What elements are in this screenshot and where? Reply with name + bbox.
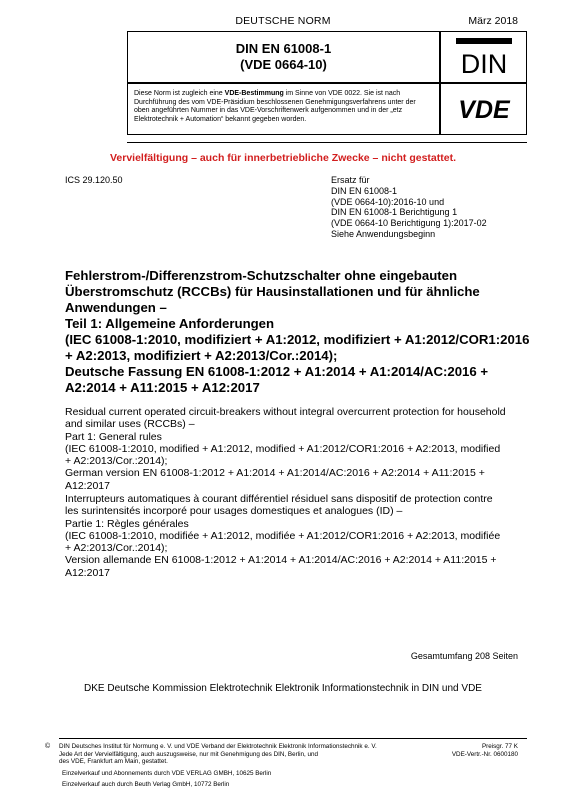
- title-french-line: les surintensités incorporé pour usages domestiques et analogues (ID) –: [65, 505, 403, 518]
- title-french-line: (IEC 61008-1:2010, modifiée + A1:2012, modifiée + A1:2012/COR1:2016 + A2:2013, modifiée: [65, 529, 501, 542]
- document-type-header: DEUTSCHE NORM: [235, 15, 331, 27]
- din-logo-icon: [455, 37, 513, 77]
- price-group: Preisgr. 77 K: [481, 743, 518, 750]
- replacement-line: Siehe Anwendungsbeginn: [331, 228, 436, 239]
- replacement-line: (VDE 0664-10 Berichtigung 1):2017-02: [331, 218, 487, 229]
- price-info: [452, 743, 518, 758]
- title-english-line: (IEC 61008-1:2010, modified + A1:2012, modified + A1:2012/COR1:2016 + A2:2013, modified: [65, 442, 501, 455]
- replacement-line: Ersatz für: [331, 175, 370, 185]
- title-german-line: Überstromschutz (RCCBs) für Hausinstallationen und für ähnliche: [65, 284, 480, 299]
- title-german-line: (IEC 61008-1:2010, modifiziert + A1:2012, modifiziert + A1:2012/COR1:2016: [65, 332, 530, 347]
- replacement-line: (VDE 0664-10):2016-10 und: [331, 196, 445, 207]
- replacement-line: DIN EN 61008-1: [331, 185, 398, 196]
- title-english-line: German version EN 61008-1:2012 + A1:2014 + A1:2014/AC:2016 + A2:2014 + A11:2015 +: [65, 467, 485, 480]
- title-german-line: Deutsche Fassung EN 61008-1:2012 + A1:2014 + A1:2014/AC:2016 +: [65, 364, 489, 379]
- title-french: [65, 493, 535, 579]
- title-german: [65, 268, 530, 396]
- title-french-line: Version allemande EN 61008-1:2012 + A1:2014 + A1:2014/AC:2016 + A2:2014 + A11:2015 +: [65, 554, 497, 567]
- title-english-line: + A2:2013/Cor.:2014);: [65, 455, 168, 468]
- total-pages: Gesamtumfang 208 Seiten: [410, 651, 518, 661]
- standard-number-box: [127, 31, 440, 83]
- sales-line: Einzelverkauf und Abonnements durch VDE VERLAG GMBH, 10625 Berlin: [62, 770, 272, 777]
- vde-notice-pre: Diese Norm ist zugleich eine: [134, 90, 225, 97]
- title-english: [65, 406, 535, 492]
- din-logo-text: DIN: [460, 49, 507, 77]
- title-french-line: + A2:2013/Cor.:2014);: [65, 542, 168, 555]
- title-german-line: Anwendungen –: [65, 300, 167, 315]
- din-logo-box: [440, 31, 527, 83]
- vde-classification: (VDE 0664-10): [240, 57, 327, 72]
- title-german-line: + A2:2013, modifiziert + A2:2013/Cor.:2014);: [65, 348, 338, 363]
- ics-code: ICS 29.120.50: [65, 175, 123, 185]
- copyright-symbol: ©: [45, 743, 51, 750]
- copyright-line: des VDE, Frankfurt am Main, gestattet.: [59, 758, 168, 766]
- copyright-line: Jede Art der Vervielfältigung, auch auszugsweise, nur mit Genehmigung des DIN, Berlin, und: [59, 750, 319, 758]
- vde-logo-icon: [446, 94, 522, 124]
- standard-number: DIN EN 61008-1: [235, 41, 332, 56]
- title-english-line: and similar uses (RCCBs) –: [65, 418, 195, 431]
- title-german-line: Fehlerstrom-/Differenzstrom-Schutzschalter ohne eingebauten: [65, 268, 458, 283]
- publication-date: März 2018: [468, 15, 518, 27]
- dke-line: DKE Deutsche Kommission Elektrotechnik Elektronik Informationstechnik in DIN und VDE: [84, 683, 482, 694]
- sales-line: Einzelverkauf auch durch Beuth Verlag GmbH, 10772 Berlin: [62, 781, 230, 788]
- title-french-line: A12:2017: [65, 566, 110, 579]
- copyright-line: DIN Deutsches Institut für Normung e. V. und VDE Verband der Elektrotechnik Elektronik Informationstechnik e. V.: [59, 743, 377, 750]
- vde-logo-box: [440, 83, 527, 135]
- reproduction-notice: Vervielfältigung – auch für innerbetriebliche Zwecke – nicht gestattet.: [109, 152, 456, 164]
- replacement-info: [331, 175, 487, 240]
- vde-notice-bold: VDE-Bestimmung: [224, 90, 284, 97]
- vde-notice-post: im Sinne von VDE 0022. Sie ist nach Durchführung des vom VDE-Präsidium beschlossenen Genehmigungsverfahrens unter der oben angeführten Nummer in das VDE-Vorschriftenwerk aufgenommen und in der „etz Elektrotechnik + Automation“ bekannt gegeben worden.: [134, 90, 416, 124]
- order-number: VDE-Vertr.-Nr. 0600180: [451, 750, 518, 758]
- title-english-line: Part 1: General rules: [65, 430, 162, 443]
- title-english-line: A12:2017: [65, 479, 110, 492]
- copyright-notice: [45, 743, 459, 766]
- footer-rule: [59, 738, 527, 739]
- title-french-line: Partie 1: Règles générales: [65, 517, 189, 530]
- title-english-line: Residual current operated circuit-breakers without integral overcurrent protection for household: [65, 406, 506, 418]
- title-french-line: Interrupteurs automatiques à courant différentiel résiduel sans dispositif de protection contre: [65, 493, 493, 505]
- vde-logo-text: VDE: [457, 96, 510, 124]
- divider-rule: [127, 142, 527, 143]
- title-german-line: A2:2014 + A11:2015 + A12:2017: [65, 380, 260, 395]
- vde-notice: [127, 83, 440, 135]
- replacement-line: DIN EN 61008-1 Berichtigung 1: [331, 207, 458, 218]
- title-german-line: Teil 1: Allgemeine Anforderungen: [65, 316, 275, 331]
